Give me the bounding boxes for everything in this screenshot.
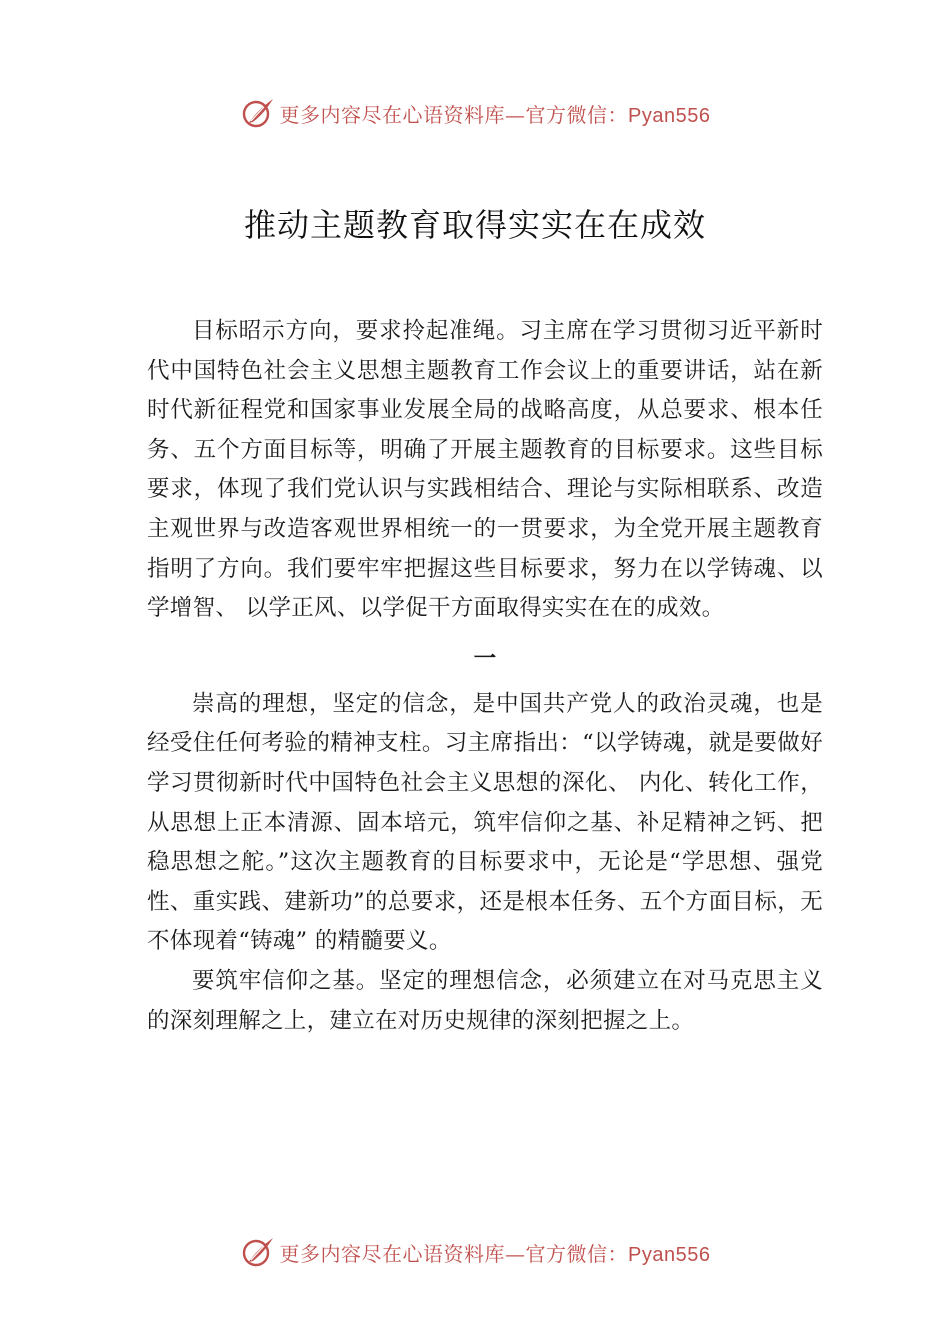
banner-text [280, 99, 711, 128]
banner-text [280, 1238, 711, 1267]
banner-text-cn: 更多内容尽在心语资料库—官方微信： [279, 102, 629, 127]
header-banner [0, 93, 950, 133]
section-number: 一 [473, 645, 497, 672]
quill-logo-icon [240, 1234, 276, 1270]
banner-text-cn: 更多内容尽在心语资料库—官方微信： [279, 1241, 629, 1266]
banner-wechat-id: Pyan556 [628, 104, 711, 127]
footer-banner [0, 1232, 950, 1272]
paragraph-1: 目标昭示方向，要求拎起准绳。习主席在学习贯彻习近平新时代中国特色社会主义思想主题教育工作会议上的重要讲话，站在新时代新征程党和国家事业发展全局的战略高度，从总要求、根本任务、五个方面目标等，明确了开展主题教育的目标要求。这些目标要求，体现了我们党认识与实践相结合、理论与实际相联系、改造主观世界与改造客观世界相统一的一贯要求，为全党开展主题教育指明了方向。我们要牢牢把握这些目标要求，努力在以学铸魂、以学增智、 以学正风、以学促干方面取得实实在在的成效。 [147, 318, 823, 622]
paragraph-3: 要筑牢信仰之基。坚定的理想信念，必须建立在对马克思主义的深刻理解之上，建立在对历史规律的深刻把握之上。 [147, 967, 823, 1034]
document-body [147, 312, 823, 1041]
quill-logo-icon [240, 95, 276, 131]
banner-wechat-id: Pyan556 [628, 1243, 711, 1266]
document-title: 推动主题教育取得实实在在成效 [243, 206, 706, 244]
paragraph-2: 崇高的理想，坚定的信念，是中国共产党人的政治灵魂，也是经受住任何考验的精神支柱。习主席指出：“以学铸魂，就是要做好学习贯彻新时代中国特色社会主义思想的深化、 内化、转化工作，从思想上正本清源、固本培元，筑牢信仰之基、补足精神之钙、把稳思想之舵。”这次主题教育的目标要求中，无论是“学思想、强党性、重实践、建新功”的总要求，还是根本任务、五个方面目标，无不体现着“铸魂” 的精髓要义。 [147, 690, 823, 955]
